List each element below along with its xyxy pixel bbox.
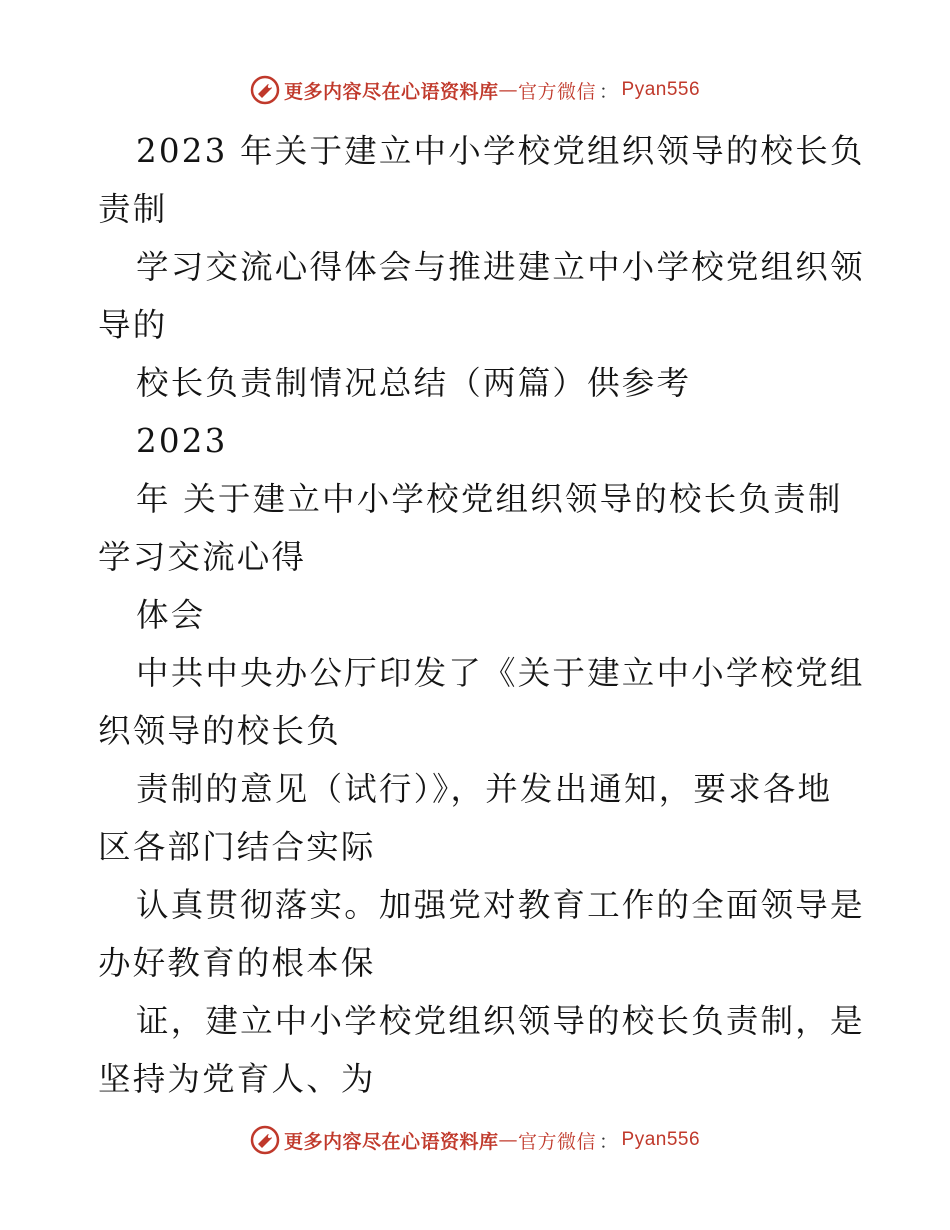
watermark-colon: ： xyxy=(599,80,619,103)
watermark-separator: — xyxy=(498,79,518,101)
watermark-header xyxy=(0,75,950,105)
document-body xyxy=(98,122,865,1108)
document-line: 区各部门结合实际 xyxy=(98,828,376,866)
document-line: 认真贯彻落实。加强党对教育工作的全面领导是 xyxy=(136,886,865,924)
watermark-wechat-id: Pyan556 xyxy=(621,79,701,100)
document-line: 2023 年关于建立中小学校党组织领导的校长负 xyxy=(136,132,865,170)
document-line: 校长负责制情况总结（两篇）供参考 xyxy=(136,364,692,402)
watermark-label: 官方微信 xyxy=(517,80,596,103)
document-line: 责制的意见（试行）》，并发出通知，要求各地 xyxy=(136,770,833,808)
document-line: 年 关于建立中小学校党组织领导的校长负责制 xyxy=(136,480,843,518)
watermark-wechat-id: Pyan556 xyxy=(621,1129,701,1150)
document-line: 责制 xyxy=(98,190,168,228)
document-line: 体会 xyxy=(136,596,206,634)
document-line: 办好教育的根本保 xyxy=(98,944,376,982)
document-line: 2023 xyxy=(136,422,228,460)
watermark-main-text: 更多内容尽在心语资料库 xyxy=(283,1130,499,1153)
logo-icon xyxy=(250,1125,280,1155)
watermark-separator: — xyxy=(498,1129,518,1151)
document-line: 坚持为党育人、为 xyxy=(98,1060,376,1098)
watermark-main-text: 更多内容尽在心语资料库 xyxy=(283,80,499,103)
logo-icon xyxy=(250,75,280,105)
document-line: 学习交流心得 xyxy=(98,538,307,576)
document-line: 证，建立中小学校党组织领导的校长负责制，是 xyxy=(136,1002,865,1040)
watermark-colon: ： xyxy=(599,1130,619,1153)
watermark-footer xyxy=(0,1125,950,1155)
document-line: 导的 xyxy=(98,306,168,344)
document-line: 织领导的校长负 xyxy=(98,712,341,750)
document-line: 学习交流心得体会与推进建立中小学校党组织领 xyxy=(136,248,865,286)
watermark-label: 官方微信 xyxy=(517,1130,596,1153)
document-line: 中共中央办公厅印发了《关于建立中小学校党组 xyxy=(136,654,865,692)
